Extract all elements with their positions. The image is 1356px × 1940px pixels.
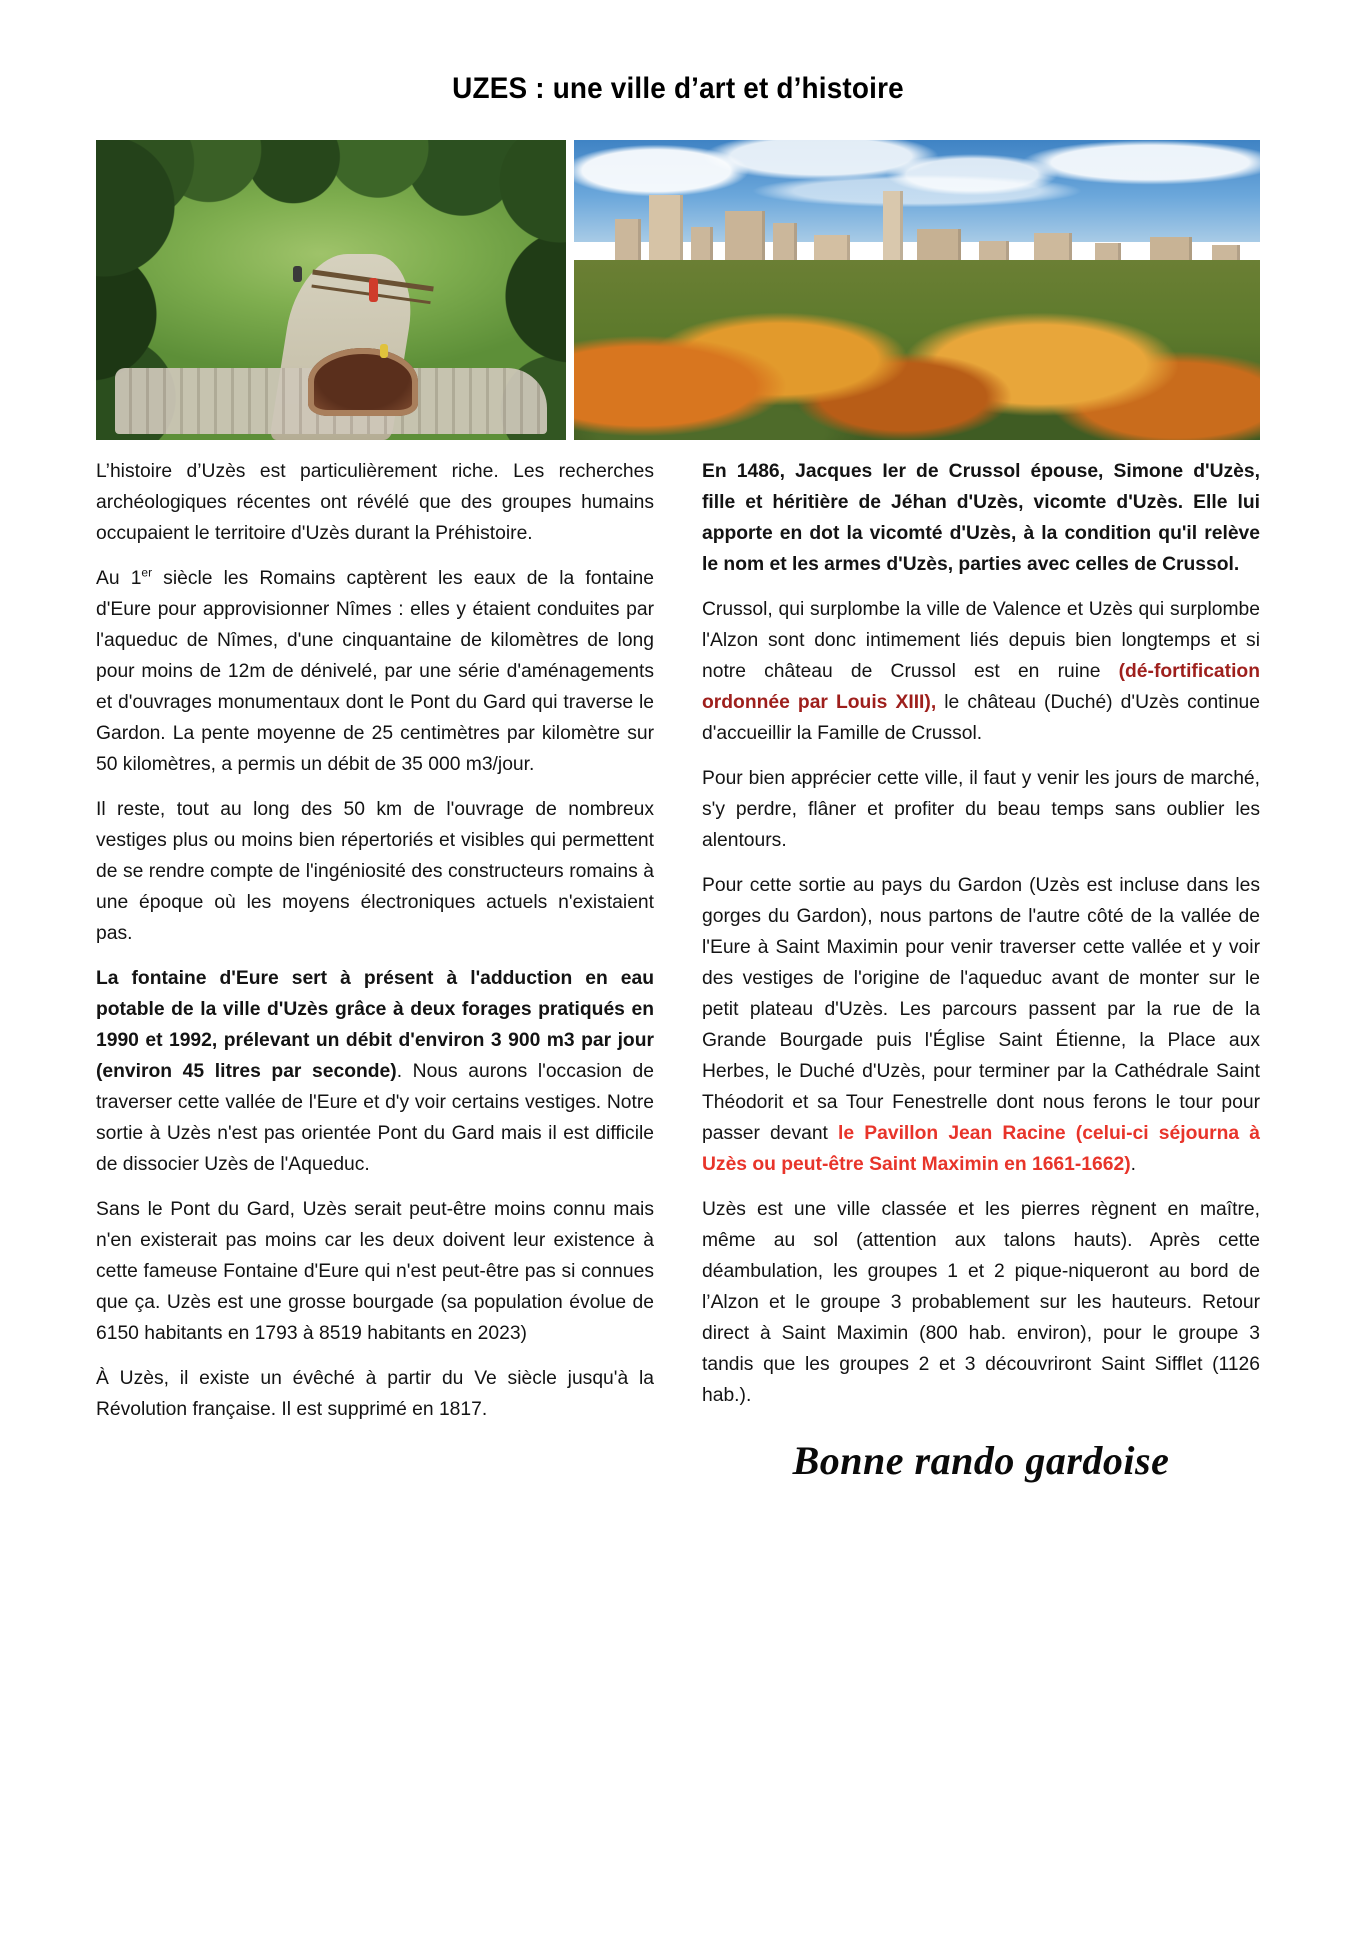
itinerary-part-b: .	[1130, 1154, 1136, 1176]
photo-band	[96, 140, 1260, 440]
ordinal-suffix: er	[141, 565, 153, 580]
paragraph-itinerary	[702, 870, 1260, 1180]
photo-uzes-valley-park	[96, 140, 566, 440]
valley-person-yellow	[380, 344, 388, 358]
valley-person-dark	[293, 266, 302, 282]
closing-signature: Bonne rando gardoise	[792, 1438, 1170, 1484]
valley-stone-culvert	[308, 348, 418, 416]
document-page	[0, 20, 1356, 1940]
paragraph-history-intro: L’histoire d’Uzès est particulièrement riche. Les recherches archéologiques récentes ont révélé que des groupes humains occupaient le territoire d'Uzès durant la Préhistoire.	[96, 461, 654, 545]
paragraph-vestiges: Il reste, tout au long des 50 km de l'ouvrage de nombreux vestiges plus ou moins bien répertoriés et visibles qui permettent de se rendre compte de l'ingéniosité des constructeurs romains à une époque où les moyens électroniques actuels n'existaient pas.	[96, 799, 654, 945]
left-column	[96, 456, 654, 1484]
roman-century-prefix: Au 1	[96, 568, 142, 590]
article-columns	[96, 456, 1260, 1484]
paragraph-eveche: À Uzès, il existe un évêché à partir du Ve siècle jusqu'à la Révolution française. Il est supprimé en 1817.	[96, 1368, 654, 1421]
paragraph-crussol-castle	[702, 594, 1260, 749]
fontaine-eure-rest: . Nous aurons l'occasion de traverser cette vallée de l'Eure et d'y voir certains vestiges. Notre sortie à Uzès n'est pas orientée Pont du Gard mais il est difficile de dissocier Uzès de l'Aqueduc.	[96, 1061, 654, 1176]
itinerary-part-a: Pour cette sortie au pays du Gardon (Uzès est incluse dans les gorges du Gardon), nous partons de l'autre côté de la vallée de l'Eure à Saint Maximin pour venir traverser cette vallée et y voir des vestiges de l'origine de l'aqueduc avant de monter sur le petit plateau d'Uzès. Les parcours passent par la rue de la Grande Bourgade puis l'Église Saint Étienne, la Place aux Herbes, le Duché d'Uzès, pour terminer par la Cathédrale Saint Théodorit et sa Tour Fenestrelle dont nous ferons le tour pour passer devant	[702, 875, 1260, 1145]
roman-century-rest: siècle les Romains captèrent les eaux de la fontaine d'Eure pour approvisionner Nîmes : elles y étaient conduites par l'aqueduc de Nîmes, d'une cinquantaine de kilomètres de long pour moins de 12m de dénivelé, par une série d'aménagements et d'ouvrages monumentaux dont le Pont du Gard qui traverse le Gardon. La pente moyenne de 25 centimètres par kilomètre sur 50 kilomètres, a permis un débit de 35 000 m3/jour.	[96, 568, 654, 776]
paragraph-crussol-marriage: En 1486, Jacques Ier de Crussol épouse, Simone d'Uzès, fille et héritière de Jéhan d'Uzès, vicomte d'Uzès. Elle lui apporte en dot la vicomté d'Uzès, à la condition qu'il relève le nom et les armes d'Uzès, parties avec celles de Crussol.	[702, 461, 1260, 576]
louis-xiii-highlight: (dé-fortification ordonnée par Louis XIII),	[702, 661, 1260, 714]
paragraph-visit-advice: Pour bien apprécier cette ville, il faut y venir les jours de marché, s'y perdre, flâner et profiter du beau temps sans oublier les alentours.	[702, 768, 1260, 852]
paragraph-pont-du-gard: Sans le Pont du Gard, Uzès serait peut-être moins connu mais n'en existerait pas moins car les deux doivent leur existence à cette fameuse Fontaine d'Eure qui n'est peut-être pas si connues que ça. Uzès est une grosse bourgade (sa population évolue de 6150 habitants en 1793 à 8519 habitants en 2023)	[96, 1199, 654, 1345]
paragraph-fontaine-eure	[96, 963, 654, 1180]
photo-uzes-autumn-town	[574, 140, 1260, 440]
paragraph-picnic-groups: Uzès est une ville classée et les pierres règnent en maître, même au sol (attention aux talons hauts). Après cette déambulation, les groupes 1 et 2 pique-niqueront au bord de l’Alzon et le groupe 3 probablement sur les hauteurs. Retour direct à Saint Maximin (800 hab. environ), pour le groupe 3 tandis que les groupes 2 et 3 découvriront Saint Sifflet (1126 hab.).	[702, 1199, 1260, 1407]
town-autumn-hillside	[574, 260, 1260, 440]
crussol-castle-part-b: le château (Duché) d'Uzès continue d'accueillir la Famille de Crussol.	[702, 692, 1260, 745]
page-title: UZES : une ville d’art et d’histoire	[452, 72, 904, 106]
right-column	[702, 456, 1260, 1484]
crussol-castle-part-a: Crussol, qui surplombe la ville de Valence et Uzès qui surplombe l'Alzon sont donc intimement liés depuis bien longtemps et si notre château de Crussol est en ruine	[702, 599, 1260, 683]
pavillon-jean-racine-highlight: le Pavillon Jean Racine (celui-ci séjourna à Uzès ou peut-être Saint Maximin en 1661-1662)	[702, 1123, 1261, 1176]
paragraph-romans-aqueduct	[96, 563, 654, 780]
valley-person-red-jacket	[369, 278, 378, 302]
fontaine-eure-bold: La fontaine d'Eure sert à présent à l'adduction en eau potable de la ville d'Uzès grâce à deux forages pratiqués en 1990 et 1992, prélevant un débit d'environ 3 900 m3 par jour (environ 45 litres par seconde)	[96, 968, 654, 1083]
